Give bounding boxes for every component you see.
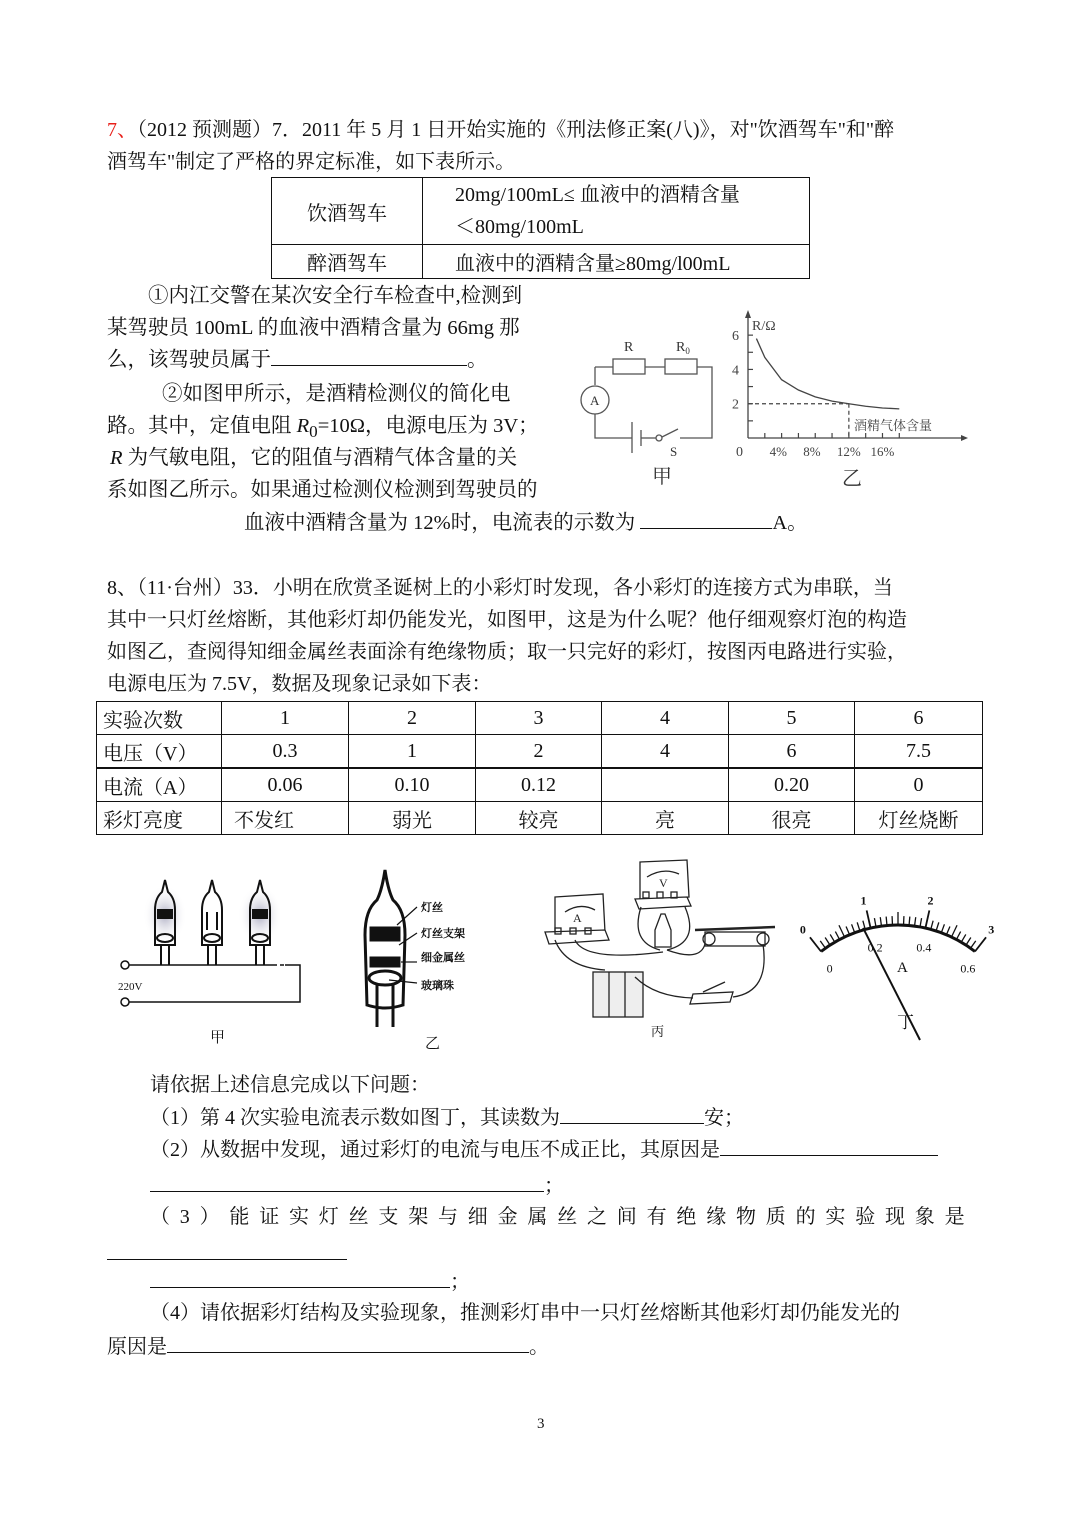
label-fine-metal-wire: 细金属丝 <box>421 952 465 964</box>
table-cell: 醉酒驾车 <box>272 245 423 279</box>
dial-tick <box>867 910 871 928</box>
x-tick-label: 4% <box>769 444 787 459</box>
table-cell: 0.10 <box>349 768 476 802</box>
answer-blank-q7-1[interactable] <box>271 345 467 366</box>
table-cell: 0.06 <box>222 768 349 802</box>
terminal <box>121 961 129 969</box>
row-header: 电压（V） <box>97 735 222 769</box>
y-tick-label: 6 <box>732 329 739 345</box>
question-3: （3）能证实灯丝支架与细金属丝之间有绝缘物质的实验现象是 <box>150 1206 975 1228</box>
table-cell: 3 <box>476 702 602 735</box>
svg-text:R: R <box>624 340 634 355</box>
row-header: 实验次数 <box>97 702 222 735</box>
table-cell: 0.3 <box>222 735 349 769</box>
table-cell: 6 <box>855 702 983 735</box>
filament <box>371 928 399 940</box>
table-cell: 2 <box>349 702 476 735</box>
table-cell: 血液中的酒精含量≥80mg/l00mL <box>423 245 810 279</box>
q7-part2-line3: R 为气敏电阻，它的阻值与酒精气体含量的关 <box>110 447 518 469</box>
q8-intro-line1: 8、（11·台州）33．小明在欣赏圣诞树上的小彩灯时发现，各小彩灯的连接方式为串联，当 <box>107 577 893 599</box>
table-cell: 0.20 <box>729 768 855 802</box>
dial-tick <box>951 925 957 937</box>
q7-part2-line5: 血液中酒精含量为 12%时，电流表的示数为 A。 <box>244 507 808 539</box>
table-cell-empty <box>602 768 729 802</box>
svg-text:丙: 丙 <box>651 1024 665 1039</box>
dial-arc <box>821 925 975 951</box>
table-cell: 1 <box>222 702 349 735</box>
table-cell: 7.5 <box>855 735 983 769</box>
table-cell: 20mg/100mL≤ 血液中的酒精含量 ＜80mg/100mL <box>423 178 810 245</box>
table-cell: 1 <box>349 735 476 769</box>
bulb-socket-icon <box>655 914 671 947</box>
answer-blank-q8-4[interactable] <box>167 1332 529 1353</box>
table-row <box>97 735 983 769</box>
dial-lower-label: 0.6 <box>960 961 976 976</box>
wire <box>680 367 712 438</box>
q7-part1-line3: 么，该驾驶员属于 。 <box>107 344 488 376</box>
q7-standard-table <box>271 177 810 279</box>
table-cell: 亮 <box>602 802 729 835</box>
figure-jia-lights <box>110 870 310 1050</box>
table-cell: 0 <box>855 768 983 802</box>
q7-number: 7、 <box>107 119 137 141</box>
svg-text:R0: $R_0$ <box>676 340 690 356</box>
question-1: （1）第 4 次实验电流表示数如图丁，其读数为 安； <box>150 1102 744 1134</box>
q7-part1-line1: ①内江交警在某次安全行车检查中,检测到 <box>148 285 523 307</box>
q8-experiment-table <box>96 701 983 835</box>
label-filament: 灯丝 <box>421 902 443 914</box>
figure-label-yi: 乙 <box>842 468 862 490</box>
table-row <box>97 802 983 835</box>
table-cell: 不发红 <box>222 802 349 835</box>
dial-tick <box>975 937 986 951</box>
page-number: 3 <box>537 1416 545 1432</box>
y-tick-label: 2 <box>732 397 739 413</box>
dial-upper-label: 1 <box>860 893 867 908</box>
row-header: 电流（A） <box>97 768 222 802</box>
q7-part1-line2: 某驾驶员 100mL 的血液中酒精含量为 66mg 那 <box>107 317 520 339</box>
answer-blank-q8-2a[interactable] <box>720 1135 938 1156</box>
switch-icon <box>690 982 733 1004</box>
terminal <box>121 998 129 1006</box>
dial-tick <box>925 910 929 928</box>
label-filament-support: 灯丝支架 <box>421 928 465 940</box>
figure-yi-bulb-structure <box>355 865 530 1050</box>
question-3-cont: ； <box>150 1266 470 1298</box>
switch-pivot <box>656 435 662 441</box>
question-4-line2: 原因是 。 <box>107 1331 549 1363</box>
dial-tick <box>810 937 821 951</box>
table-cell: 弱光 <box>349 802 476 835</box>
y-axis-arrow-icon <box>745 310 751 318</box>
svg-text:A: A <box>590 393 600 408</box>
circuit-diagram-jia <box>580 320 720 490</box>
glass-bead <box>369 971 401 985</box>
chart-yi <box>720 300 990 500</box>
wire <box>595 414 632 438</box>
y-axis-label: R/Ω <box>752 319 776 334</box>
resistor-r <box>613 359 645 374</box>
table-cell: 4 <box>602 735 729 769</box>
table-row <box>97 702 983 735</box>
answer-blank-q8-3a[interactable] <box>107 1237 347 1260</box>
dial-lower-label: 0.4 <box>916 940 932 955</box>
figure-bing-circuit <box>535 852 785 1042</box>
q8-intro-line2: 其中一只灯丝熔断，其他彩灯却仍能发光，如图甲，这是为什么呢？他仔细观察灯泡的构造 <box>107 609 907 631</box>
x-axis-arrow-icon <box>961 435 968 441</box>
table-cell: 6 <box>729 735 855 769</box>
unit-label: A <box>897 960 908 976</box>
svg-text:V: V <box>659 876 668 890</box>
x-tick-label: 12% <box>836 444 861 459</box>
answer-blank-q7-2[interactable] <box>640 508 772 529</box>
q7-intro-line2: 酒驾车"制定了严格的界定标准，如下表所示。 <box>107 151 516 173</box>
q8-intro-line3: 如图乙，查阅得知细金属丝表面涂有绝缘物质；取一只完好的彩灯，按图丙电路进行实验， <box>107 641 907 663</box>
q7-part2-line2: 路。其中，定值电阻 $R_0=10\Omega$，电源电压为 3V； <box>107 415 539 442</box>
svg-text:乙: 乙 <box>425 1036 441 1052</box>
dial-lower-label: 0.2 <box>867 940 883 955</box>
question-2: （2）从数据中发现，通过彩灯的电流与电压不成正比，其原因是 <box>150 1134 938 1166</box>
question-4-line1: （4）请依据彩灯结构及实验现象，推测彩灯串中一只灯丝熔断其他彩灯却仍能发光的 <box>150 1302 900 1324</box>
bulb-icon <box>202 880 222 965</box>
dial-upper-label: 0 <box>799 922 806 937</box>
table-row <box>97 768 983 802</box>
table-cell: 灯丝烧断 <box>855 802 983 835</box>
table-row <box>272 245 810 279</box>
svg-text:A: A <box>573 911 582 925</box>
q7-intro-line1: 7、（2012 预测题）7．2011 年 5 月 1 日开始实施的《刑法修正案(八)》，对"饮酒驾车"和"醉 <box>107 119 895 141</box>
q8-intro-line4: 电源电压为 7.5V，数据及现象记录如下表： <box>107 673 492 695</box>
q7-part2-line1: ②如图甲所示，是酒精检测仪的简化电 <box>162 383 511 405</box>
origin-label: 0 <box>736 445 743 460</box>
table-cell: 饮酒驾车 <box>272 178 423 245</box>
questions-intro: 请依据上述信息完成以下问题： <box>150 1074 430 1096</box>
svg-text:甲: 甲 <box>652 466 672 488</box>
figure-ding-ammeter-dial <box>799 890 995 1040</box>
dial-tick <box>839 925 845 937</box>
table-cell: 2 <box>476 735 602 769</box>
answer-blank-q8-3b[interactable] <box>150 1267 450 1288</box>
table-cell: 4 <box>602 702 729 735</box>
dial-upper-label: 3 <box>988 922 995 937</box>
answer-blank-q8-2b[interactable] <box>150 1171 544 1192</box>
resistor-r0 <box>665 359 697 374</box>
dial-upper-label: 2 <box>927 893 934 908</box>
dial-lower-label: 0 <box>826 961 833 976</box>
r-curve-line <box>756 339 899 409</box>
rheostat-icon <box>695 927 775 946</box>
fine-metal-wire <box>371 958 399 966</box>
table-cell: 较亮 <box>476 802 602 835</box>
svg-text:甲: 甲 <box>210 1030 226 1046</box>
switch-blade <box>662 429 678 437</box>
svg-text:S: S <box>670 444 678 459</box>
x-tick-label: 8% <box>803 444 821 459</box>
table-cell: 5 <box>729 702 855 735</box>
table-row <box>272 178 810 245</box>
battery-icon <box>593 972 643 1017</box>
q7-part2-line4: 系如图乙所示。如果通过检测仪检测到驾驶员的 <box>107 479 538 501</box>
question-2-cont: ； <box>150 1170 564 1202</box>
row-header: 彩灯亮度 <box>97 802 222 835</box>
table-cell: 很亮 <box>729 802 855 835</box>
figure-label-ding: 丁 <box>897 1013 914 1032</box>
label-glass-bead: 玻璃珠 <box>421 980 454 992</box>
x-axis-label: 酒精气体含量 <box>854 419 933 434</box>
answer-blank-q8-1[interactable] <box>560 1103 704 1124</box>
table-cell: 0.12 <box>476 768 602 802</box>
x-tick-label: 16% <box>870 444 895 459</box>
y-tick-label: 4 <box>732 363 739 379</box>
svg-text:220V: 220V <box>118 981 143 993</box>
